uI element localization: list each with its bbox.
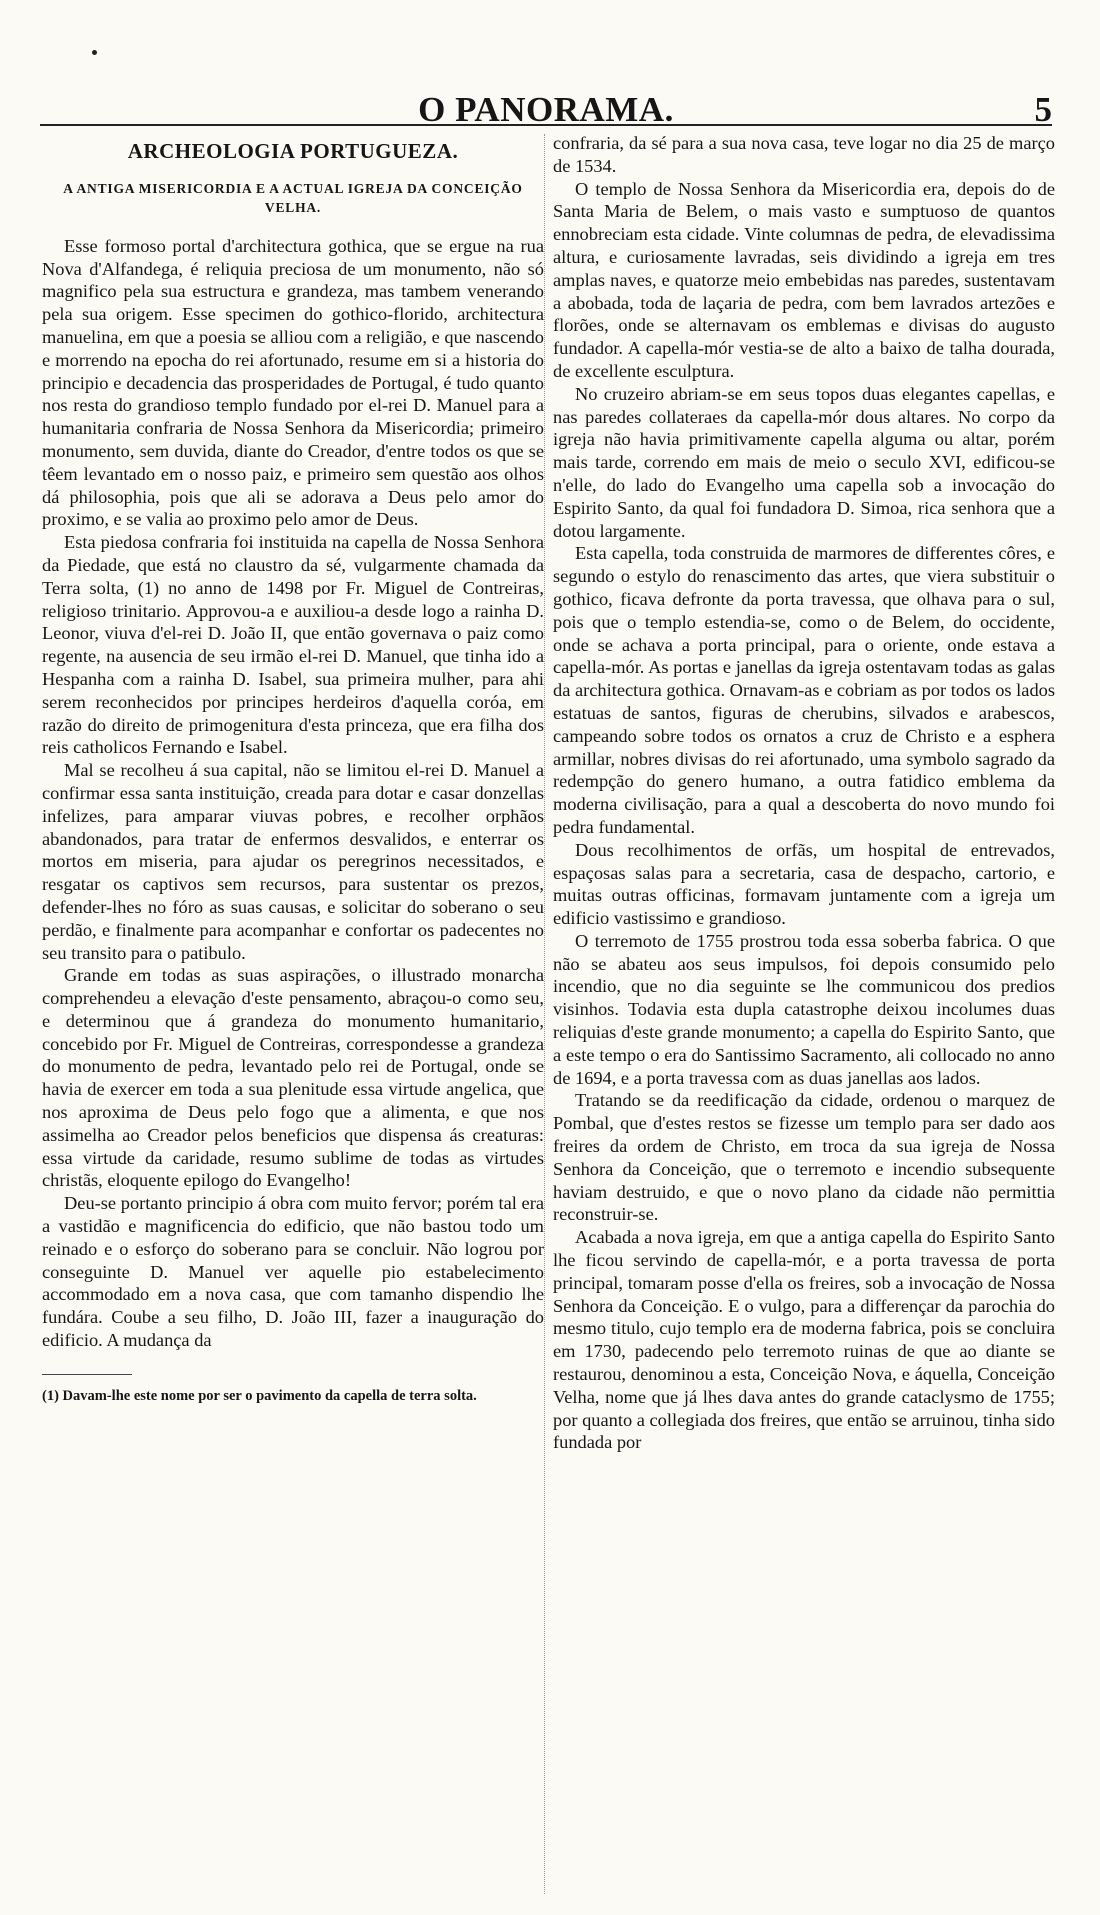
paragraph: Deu-se portanto principio á obra com muito fervor; porém tal era a vastidão e magnificencia do edificio, que não bastou todo um reinado e o esforço do soberano para se concluir. Não logrou por conseguinte D. Manuel ver aquelle pio estabelecimento accommodado em a nova casa, que com tamanho dispendio lhe fundára. Coube a seu filho, D. João III, fazer a inauguração do edificio. A mudança da bbox=[42, 1193, 544, 1351]
paragraph: confraria, da sé para a sua nova casa, teve logar no dia 25 de março de 1534. bbox=[553, 133, 1055, 176]
section-title: ARCHEOLOGIA PORTUGUEZA. bbox=[127, 139, 459, 163]
print-dot bbox=[92, 50, 97, 55]
paragraph: No cruzeiro abriam-se em seus topos duas elegantes capellas, e nas paredes collateraes da capella-mór dous altares. No corpo da igreja não havia primitivamente capella alguma ou altar, porém mais tarde, correndo em mais de meio o seculo XVI, edificou-se n'elle, do lado do Evangelho uma capella sob a invocação do Espirito Santo, da qual foi fundadora D. Simoa, rica senhora que a dotou largamente. bbox=[553, 383, 1055, 541]
paragraph: O templo de Nossa Senhora da Misericordia era, depois do de Santa Maria de Belem, o mais vasto e sumptuoso de quantos ennobreciam esta cidade. Vinte columnas de pedra, de elevadissima altura, e curiosamente lavradas, seis dividindo a igreja em tres amplas naves, e quatorze meio embebidas nas paredes, sustentavam a abobada, toda de laçaria de pedra, com bem lavrados artezões e florões, onde se alternavam os emblemas e divisas do augusto fundador. A capella-mór vestia-se de alto a baixo de talha dourada, de excellente esculptura. bbox=[553, 178, 1055, 381]
paragraph: Esta capella, toda construida de marmores de differentes côres, e segundo o estylo do renascimento das artes, que viera substituir o gothico, ficava defronte da porta travessa, que olhava para o sul, pois que o templo estendia-se, como o de Belem, do occidente, onde se achava a porta principal, para o oriente, onde estava a capella-mór. As portas e janellas da igreja ostentavam todas as galas da architectura gothica. Ornavam-as e cobriam as por todos os lados estatuas de santos, figuras de cherubins, silvados e arabescos, campeando sobre todos os ornatos a cruz de Christo e a esphera armillar, nobres divisas do rei afortunado, uma symbolo sagrado da redempção do genero humano, a outra fatidico emblema da moderna civilisação, para a qual a descoberta do novo mundo foi pedra fundamental. bbox=[553, 543, 1055, 837]
footnote: (1) Davam-lhe este nome por ser o pavimento da capella de terra solta. bbox=[42, 1387, 477, 1404]
paragraph: Grande em todas as suas aspirações, o illustrado monarcha comprehendeu a elevação d'este pensamento, abraçou-o como seu, e determinou que á grandeza do monumento humanitario, concebido por Fr. Miguel de Contreiras, correspondesse a grandeza do monumento de pedra, levantado pelo rei de Portugal, onde se havia de exercer em toda a sua plenitude essa virtude angelica, que nos aproxima de Deus pelo fogo que a alimenta, e que nos assimelha ao Creador pelos beneficios que dispensa ás creaturas: essa virtude da caridade, resumo sublime de todas as virtudes christãs, eloquente epilogo do Evangelho! bbox=[42, 965, 544, 1191]
paragraph: Esta piedosa confraria foi instituida na capella de Nossa Senhora da Piedade, que está no claustro da sé, vulgarmente chamada da Terra solta, (1) no anno de 1498 por Fr. Miguel de Contreiras, religioso trinitario. Approvou-a e auxiliou-a desde logo a rainha D. Leonor, viuva d'el-rei D. João II, que então governava o paiz como regente, na ausencia de seu irmão el-rei D. Manuel, que tinha ido a Hespanha com a rainha D. Isabel, sua primeira mulher, para ahi serem reconhecidos por principes herdeiros d'aquella coróa, em razão do direito de primogenitura d'esta princeza, que era filha dos reis catholicos Fernando e Isabel. bbox=[42, 532, 544, 758]
paragraph: Acabada a nova igreja, em que a antiga capella do Espirito Santo lhe ficou servindo de capella-mór, e a porta travessa de porta principal, tomaram posse d'ella os freires, sob a invocação de Nossa Senhora da Conceição. E o vulgo, para a differençar da parochia do mesmo titulo, cujo templo era de moderna fabrica, pois se concluira em 1730, padecendo pelo terremoto ruinas de que ao diante se restaurou, denominou a esta, Conceição Nova, e áquella, Conceição Velha, nome que já lhes dava antes do grande cataclysmo de 1755; por quanto a collegiada dos freires, que então se arruinou, tinha sido fundada por bbox=[553, 1227, 1056, 1453]
header-rule bbox=[40, 124, 1052, 126]
article-subtitle: A ANTIGA MISERICORDIA E A ACTUAL IGREJA DA CONCEIÇÃO VELHA. bbox=[63, 180, 523, 215]
footnote-rule bbox=[42, 1374, 132, 1375]
right-column bbox=[553, 132, 1055, 1454]
journal-title: O PANORAMA. bbox=[418, 90, 674, 129]
paragraph: Dous recolhimentos de orfãs, um hospital de entrevados, espaçosas salas para a secretaria, casa de despacho, cartorio, e muitas outras officinas, formavam juntamente com a igreja um edificio vastissimo e grandioso. bbox=[553, 839, 1055, 929]
paragraph: O terremoto de 1755 prostrou toda essa soberba fabrica. O que não se abateu aos seus impulsos, foi depois consumido pelo incendio, que no dia seguinte se lhe communicou dos predios visinhos. Todavia esta dupla catastrophe deixou incolumes duas reliquias d'este grande monumento; a capella do Espirito Santo, que a este tempo o era do Santissimo Sacramento, ali collocado no anno de 1694, e a porta travessa com as duas janellas aos lados. bbox=[553, 930, 1055, 1088]
paragraph: Tratando se da reedificação da cidade, ordenou o marquez de Pombal, que d'estes restos se fizesse um templo para ser dado aos freires da ordem de Christo, em troca da sua igreja de Nossa Senhora da Conceição, que o terremoto e incendio subsequente haviam destruido, e que o novo plano da cidade não permittia reconstruir-se. bbox=[553, 1090, 1055, 1225]
page-number: 5 bbox=[1034, 90, 1052, 129]
paragraph: Esse formoso portal d'architectura gothica, que se ergue na rua Nova d'Alfandega, é reliquia preciosa de um monumento, não só magnifico pela sua estructura e grandeza, mas tambem venerando pela sua origem. Esse specimen do gothico-florido, architectura manuelina, em que a poesia se alliou com a religião, e que nascendo e morrendo na epocha do rei afortunado, resume em si a historia do principio e decadencia das prosperidades de Portugal, é tudo quanto nos resta do grandioso templo fundado por el-rei D. Manuel para a humanitaria confraria de Nossa Senhora da Misericordia; primeiro monumento, sem duvida, diante do Creador, d'entre todos os que se têem levantado em o nosso paiz, e primeiro sem questão aos olhos dá philosophia, pois que ali se adorava a Deus pelo amor do proximo, e se valia ao proximo pelo amor de Deus. bbox=[42, 235, 544, 530]
left-column bbox=[42, 132, 544, 1406]
paragraph: Mal se recolheu á sua capital, não se limitou el-rei D. Manuel a confirmar essa santa instituição, creada para dotar e casar donzellas infelizes, para amparar viuvas pobres, e recolher orphãos abandonados, para tratar de enfermos desvalidos, e enterrar os mortos em miseria, para ajudar os peregrinos necessitados, e resgatar os captivos sem recursos, para sustentar os prezos, defender-lhes no fóro as suas causas, e solicitar do soberano o seu perdão, e finalmente para acompanhar e confortar os padecentes no seu transito para o patibulo. bbox=[42, 760, 544, 963]
column-divider bbox=[544, 134, 545, 1894]
page-header bbox=[40, 90, 1052, 128]
